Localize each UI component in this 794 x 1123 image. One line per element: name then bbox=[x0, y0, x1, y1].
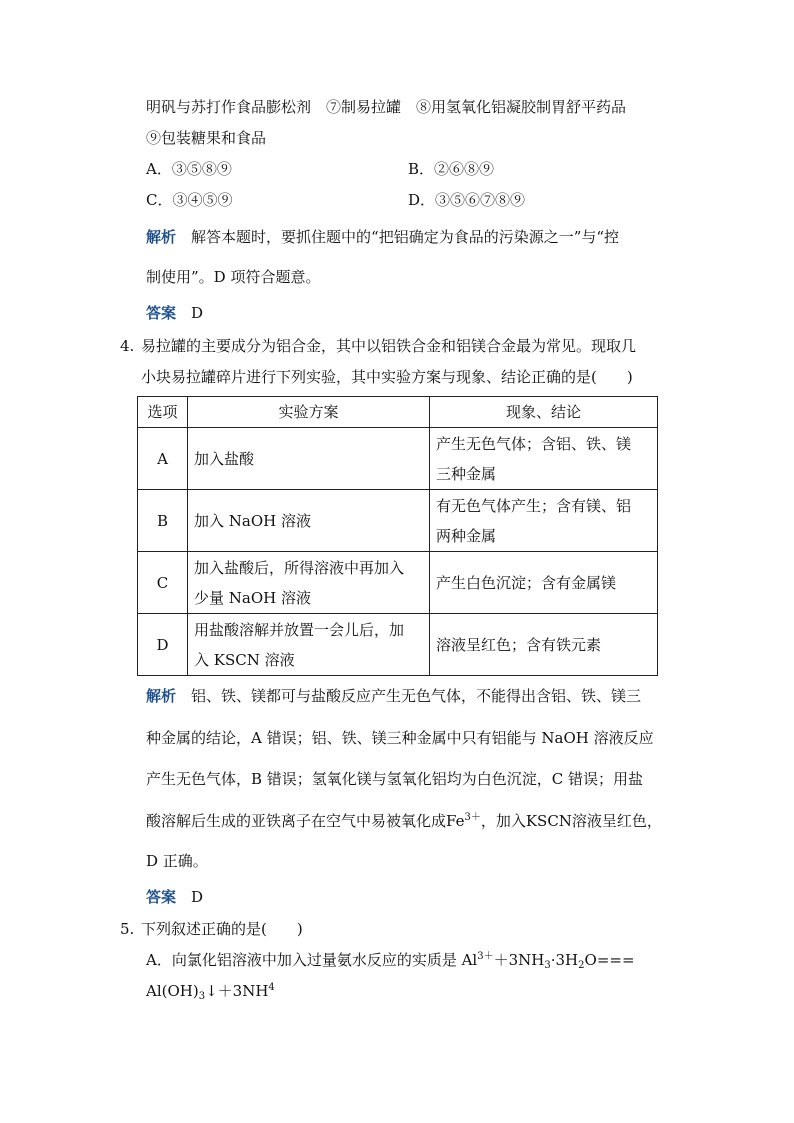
superscript: 4 bbox=[268, 982, 275, 993]
row-option: C bbox=[138, 552, 188, 614]
table-header-row bbox=[138, 397, 658, 428]
q4-stem bbox=[120, 335, 637, 357]
result-line: 两种金属 bbox=[436, 526, 497, 545]
row-option: D bbox=[138, 614, 188, 676]
result-line: 溶液呈红色；含有铁元素 bbox=[436, 635, 602, 654]
q3-analysis-line: 制使用”。D 项符合题意。 bbox=[146, 268, 321, 286]
option-text: ↓＋3NH bbox=[205, 982, 269, 1000]
option-text: ＋3NH bbox=[493, 951, 545, 969]
subscript: 3 bbox=[198, 991, 206, 1002]
q4-analysis-line: 种金属的结论，A 错误；铝、铁、镁三种金属中只有铝能与 NaOH 溶液反应 bbox=[146, 729, 654, 747]
header-option: 选项 bbox=[138, 397, 188, 428]
table-row bbox=[138, 614, 658, 676]
q4-analysis-line: 产生无色气体，B 错误；氢氧化镁与氢氧化铝均为白色沉淀，C 错误；用盐 bbox=[146, 770, 644, 788]
result-line: 有无色气体产生；含有镁、铝 bbox=[436, 496, 632, 515]
analysis-text: ，加入KSCN溶液呈红色， bbox=[480, 812, 662, 830]
analysis-label: 解析 bbox=[146, 228, 177, 246]
q4-experiment-table bbox=[137, 396, 658, 676]
answer-value: D bbox=[191, 304, 204, 322]
subscript: 2 bbox=[578, 960, 585, 971]
row-plan bbox=[188, 552, 430, 614]
q4-analysis-line: D 正确。 bbox=[146, 852, 208, 870]
table-row bbox=[138, 552, 658, 614]
row-option: B bbox=[138, 490, 188, 552]
q3-analysis-line bbox=[146, 226, 619, 248]
row-plan bbox=[188, 428, 430, 490]
q3-option-d: D．③⑤⑥⑦⑧⑨ bbox=[408, 191, 526, 209]
header-result: 现象、结论 bbox=[430, 397, 658, 428]
q3-option-c: C．③④⑤⑨ bbox=[146, 191, 233, 209]
plan-line: 加入盐酸后，所得溶液中再加入 bbox=[194, 558, 405, 577]
q4-stem-text: 易拉罐的主要成分为铝合金，其中以铝铁合金和铝镁合金最为常见。现取几 bbox=[141, 337, 637, 355]
analysis-label: 解析 bbox=[146, 687, 177, 705]
answer-label: 答案 bbox=[146, 888, 177, 906]
option-text: ·3H bbox=[550, 951, 579, 969]
table-row bbox=[138, 490, 658, 552]
question-number: 4. bbox=[120, 337, 135, 355]
row-option: A bbox=[138, 428, 188, 490]
answer-label: 答案 bbox=[146, 304, 177, 322]
analysis-text: 铝、铁、镁都可与盐酸反应产生无色气体，不能得出含铝、铁、镁三 bbox=[191, 687, 642, 705]
q3-answer bbox=[146, 302, 203, 324]
plan-line: 加入 NaOH 溶液 bbox=[194, 511, 311, 530]
result-line: 产生无色气体；含铝、铁、镁 bbox=[436, 434, 632, 453]
plan-line: 少量 NaOH 溶液 bbox=[194, 588, 311, 607]
q3-option-a: A．③⑤⑧⑨ bbox=[146, 160, 232, 178]
q3-continued-line: 明矾与苏打作食品膨松剂 ⑦制易拉罐 ⑧用氢氧化铝凝胶制胃舒平药品 bbox=[146, 98, 627, 116]
q3-continued-line: ⑨包装糖果和食品 bbox=[146, 129, 267, 147]
option-text: O=== bbox=[584, 951, 635, 969]
plan-line: 入 KSCN 溶液 bbox=[194, 650, 295, 669]
q4-analysis-line bbox=[146, 810, 662, 832]
table-row bbox=[138, 428, 658, 490]
row-result bbox=[430, 428, 658, 490]
q5-stem bbox=[120, 918, 303, 940]
q5-option-a bbox=[146, 949, 635, 971]
answer-value: D bbox=[191, 888, 204, 906]
plan-line: 加入盐酸 bbox=[194, 449, 255, 468]
q4-analysis-line bbox=[146, 685, 641, 707]
result-line: 三种金属 bbox=[436, 464, 497, 483]
result-line: 产生白色沉淀；含有金属镁 bbox=[436, 573, 617, 592]
q3-option-b: B．②⑥⑧⑨ bbox=[408, 160, 495, 178]
row-result bbox=[430, 490, 658, 552]
superscript: 3＋ bbox=[477, 951, 494, 962]
option-text: A．向氯化铝溶液中加入过量氨水反应的实质是 Al bbox=[146, 951, 478, 969]
option-text: Al(OH) bbox=[146, 982, 199, 1000]
row-result bbox=[430, 614, 658, 676]
question-number: 5. bbox=[120, 920, 135, 938]
row-plan bbox=[188, 614, 430, 676]
q5-option-a-line2 bbox=[146, 980, 275, 1002]
plan-line: 用盐酸溶解并放置一会儿后，加 bbox=[194, 620, 405, 639]
q5-stem-text: 下列叙述正确的是( ) bbox=[141, 920, 303, 938]
analysis-text: 解答本题时，要抓住题中的“把铝确定为食品的污染源之一”与“控 bbox=[191, 228, 620, 246]
superscript: 3＋ bbox=[464, 812, 481, 823]
header-plan: 实验方案 bbox=[188, 397, 430, 428]
analysis-text: 酸溶解后生成的亚铁离子在空气中易被氧化成Fe bbox=[146, 812, 465, 830]
row-plan bbox=[188, 490, 430, 552]
q4-answer bbox=[146, 886, 203, 908]
subscript: 3 bbox=[544, 960, 551, 971]
row-result bbox=[430, 552, 658, 614]
q4-stem-line2: 小块易拉罐碎片进行下列实验，其中实验方案与现象、结论正确的是( ) bbox=[141, 368, 633, 386]
